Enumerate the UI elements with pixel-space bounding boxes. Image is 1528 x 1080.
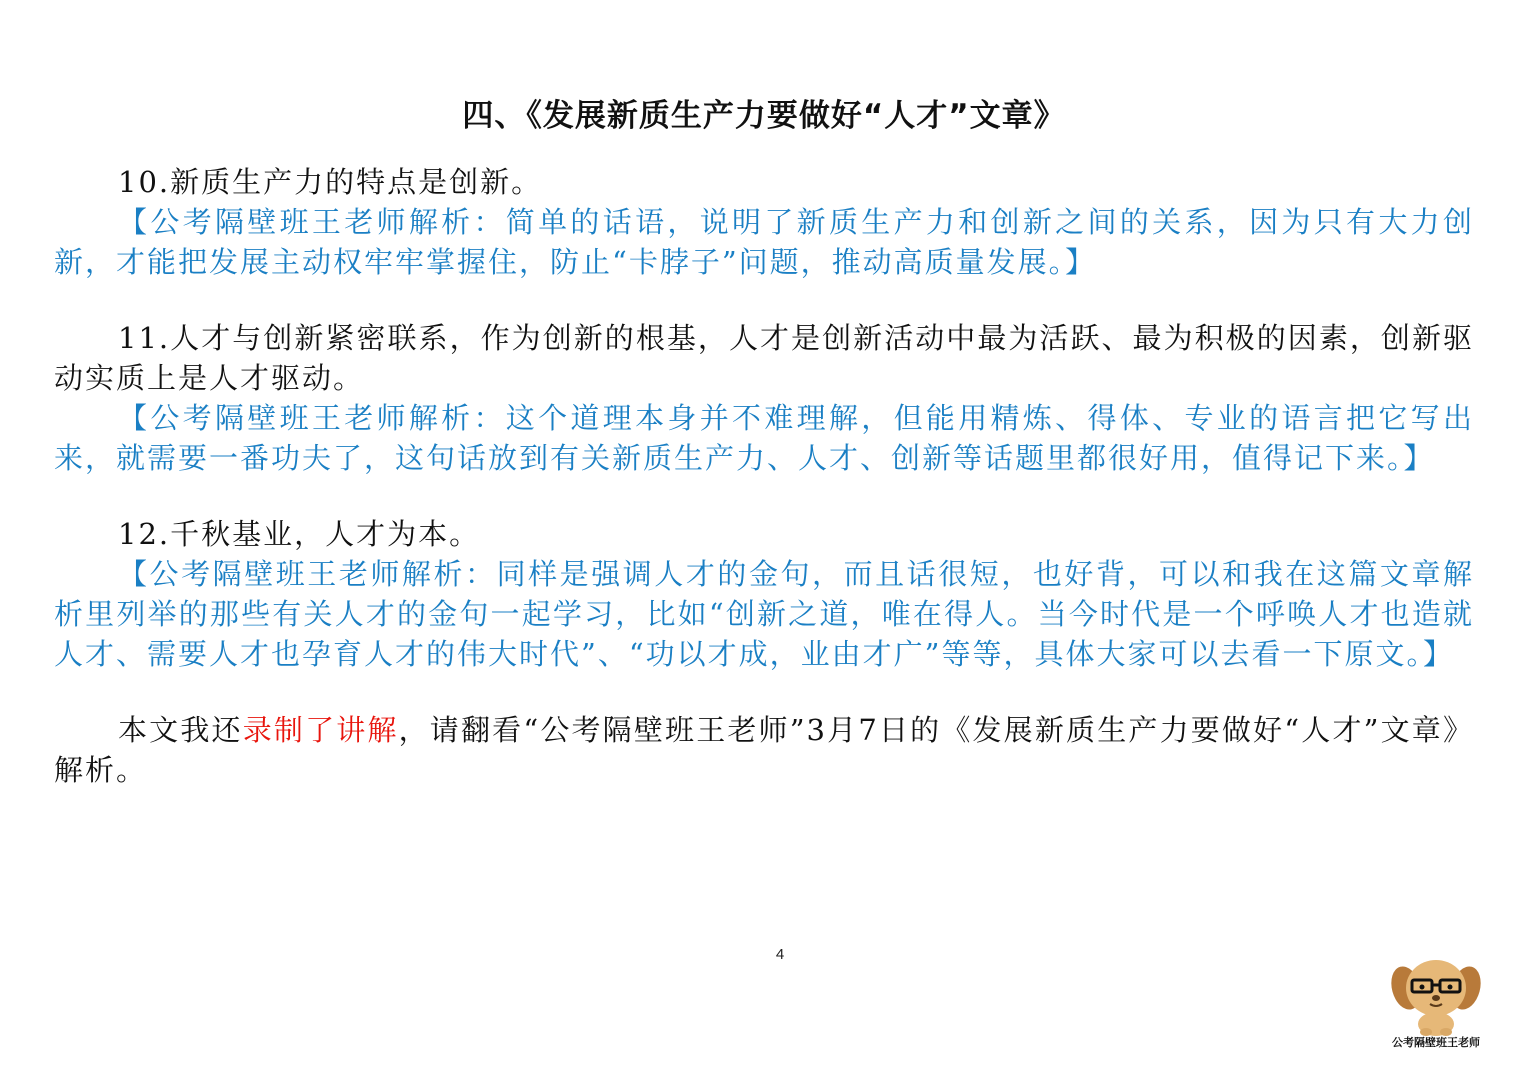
- item-11-statement: 11.人才与创新紧密联系，作为创新的根基，人才是创新活动中最为活跃、最为积极的因素，创新驱动实质上是人才驱动。: [54, 321, 1474, 395]
- closing-after: ，请翻看“公考隔壁班王老师”3月7日的《发展新质生产力要做好“人才”文章》解析。: [54, 713, 1474, 787]
- closing-note: [54, 710, 1474, 790]
- item-10-statement: 10.新质生产力的特点是创新。: [118, 165, 543, 199]
- content-body: [54, 162, 1474, 790]
- closing-before: 本文我还: [118, 713, 243, 747]
- item-12-statement: 12.千秋基业，人才为本。: [118, 517, 481, 551]
- spacer: [54, 478, 1474, 514]
- section-title: 四、《发展新质生产力要做好“人才”文章》: [462, 98, 1066, 134]
- item-11-analysis: 【公考隔壁班王老师解析：这个道理本身并不难理解，但能用精炼、得体、专业的语言把它写出来，就需要一番功夫了，这句话放到有关新质生产力、人才、创新等话题里都很好用，值得记下来。】: [54, 401, 1474, 475]
- spacer: [54, 674, 1474, 710]
- item-10-analysis: 【公考隔壁班王老师解析：简单的话语，说明了新质生产力和创新之间的关系，因为只有大力创新，才能把发展主动权牢牢掌握住，防止“卡脖子”问题，推动高质量发展。】: [54, 205, 1474, 279]
- closing-highlight: 录制了讲解: [242, 713, 399, 747]
- spacer: [54, 282, 1474, 318]
- item-12-analysis: 【公考隔壁班王老师解析：同样是强调人才的金句，而且话很短，也好背，可以和我在这篇文章解析里列举的那些有关人才的金句一起学习，比如“创新之道，唯在得人。当今时代是一个呼唤人才也造就人才、需要人才也孕育人才的伟大时代”、“功以才成，业由才广”等等，具体大家可以去看一下原文。】: [54, 557, 1474, 671]
- logo-caption: 公考隔壁班王老师: [1392, 1036, 1480, 1049]
- page-number: 4: [775, 946, 785, 963]
